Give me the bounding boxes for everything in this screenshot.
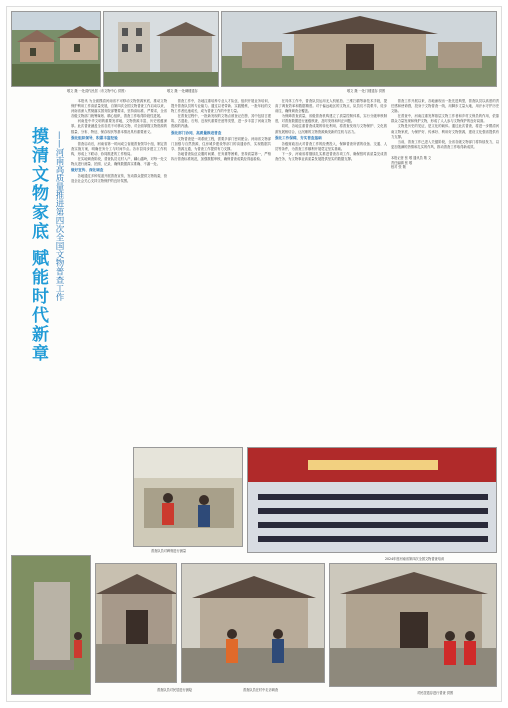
photo-team-measuring bbox=[133, 447, 243, 547]
byline-editor: 责任编辑 张 敬 bbox=[391, 160, 413, 165]
caption-photo3: 敬文 摄 一处门楼遗存 供图 bbox=[347, 89, 386, 93]
caption-photo7: 普查队员在村中走访调查 bbox=[243, 688, 279, 692]
text-column-2: 普查工作中，各地注重培养专业人才队伍，组织开展业务培训，提升普查队员的专业能力。通过以老带新、实践锻炼，一批年轻的文物工作者迅速成长，成为普查工作的中坚力量。 在普查过程中，一批新发现的文物点被登记在册，其中包括古建筑、古遗址、石刻、近现代重要史迹等类型，进一步丰富了河南文物资源的内涵。 强化部门协同，高质量推进普查 文物普查是一项系统工程，需要多部门密切配合。河南省文物部门加强与自然资源、住房城乡建设等部门的沟通协作，实现数据共享、资源互通，为普查工作提供有力支撑。 各地普查队伍克服时间紧、任务重等困难，坚持质量第一，严格执行普查标准规范，加强数据审核，确保普查成果经得起检验。 bbox=[171, 99, 271, 162]
caption-photo2: 敬文 摄 一处碉楼遗存 bbox=[167, 89, 198, 93]
section-heading-4: 强化工作保障，夯实普查基础 bbox=[275, 135, 322, 140]
photo-gate bbox=[221, 11, 497, 87]
page-subtitle: ——河南高质量推进第四次全国文物普查工作 bbox=[54, 131, 64, 301]
photo-training-meeting bbox=[247, 447, 497, 553]
title-block bbox=[21, 127, 67, 377]
text-column-1: 本报讯 为全面摸清河南省不可移动文物资源家底，推动文物保护利用工作高质量发展，自第四次全国文物普查工作启动以来，河南省深入贯彻落实国务院部署要求，坚持高标准、严要求，全省各级文物部门统筹谋划、精心组织，普查工作取得阶段性进展。 河南是中华文明的重要发祥地，文物资源丰富，历史底蕴深厚。此次普查涵盖全省各类不可移动文物，对全面掌握文物资源的数量、分布、特征、保存现状等基本情况具有重要意义。 强化组织领导，积累丰富经验 普查启动后，河南省第一时间成立省级普查领导小组，制定普查实施方案，明确任务分工与时间节点。各市县同步建立工作机构，形成上下联动、协同推进的工作格局。 在实地调查阶段，普查队员走村入户，翻山越岭，对每一处文物点进行测量、拍照、记录，确保数据真实准确、不漏一处。 做好宣传、深化调查 各地通过多种渠道开展普查宣传，发动群众提供文物线索，营造全社会关心支持文物保护的良好氛围。 bbox=[71, 99, 167, 184]
photo-village-houses bbox=[11, 11, 101, 87]
photo-house-survey bbox=[329, 563, 497, 687]
caption-photo8: 对民居遗存进行普查 供图 bbox=[417, 691, 454, 695]
photo-village-visit bbox=[181, 563, 325, 683]
text-column-4: 普查工作开展以来，各地涌现出一批先进典型，普查队员以高度的责任感和使命感，投身于文物普查一线，用脚步丈量大地，用汗水守护历史文脉。 在普查中，河南注重发挥基层文物工作者和乡村文保员的作用，依靠群众力量发现和保护文物，形成了人人参与文物保护的良好局面。 文物是历史的见证，是文化的载体。通过此次普查，将进一步摸清河南文物家底，为保护好、传承好、利用好文物资源，建设文化强省提供有力支撑。 当前，普查工作已进入关键阶段，全省各级文物部门将持续发力，以更加饱满的热情和扎实的作风，推动普查工作取得新成效。 本报记者 张 敬 通讯员 敬 文 责任编辑 张 敬 校对 张 敬 bbox=[391, 99, 499, 170]
section-heading-2: 做好宣传、深化调查 bbox=[71, 168, 104, 173]
newspaper-page bbox=[6, 6, 502, 702]
byline-authors: 本报记者 张 敬 通讯员 敬 文 bbox=[391, 155, 432, 160]
section-heading-3: 强化部门协同，高质量推进普查 bbox=[171, 130, 222, 135]
caption-photo5: 2024年度河南省第四次全国文物普查培训 bbox=[385, 557, 445, 561]
section-heading-1: 强化组织领导，积累丰富经验 bbox=[71, 135, 118, 140]
photo-stele bbox=[11, 555, 91, 695]
caption-photo6: 普查队员对民居进行测绘 bbox=[157, 688, 193, 692]
text-column-3: 在具体工作中，普查队员运用无人机航拍、三维扫描等新技术手段，提高了调查效率和数据精度。对于偏远地区的文物点，队员们不畏艰辛，徒步前往，确保调查全覆盖。 为保障普查质量，省级普查机构建立了质量控制体系，实行分级审核制度，对普查数据进行逐级核查，及时发现和纠正问题。 同时，各地注重普查成果的转化利用，将普查发现与文物保护、文化旅游发展相结合，让沉睡的文物资源焕发新的生机与活力。 强化工作保障，夯实普查基础 各级财政加大对普查工作的经费投入，保障普查所需的设备、交通、人员等条件，为普查工作顺利开展奠定坚实基础。 下一步，河南省将继续扎实推进普查各项工作，确保按时高质量完成普查任务，为文物事业高质量发展提供坚实的数据支撑。 bbox=[275, 99, 387, 162]
caption-photo1: 敬文 摄 一处清代民居（市文物中心 供图） bbox=[67, 89, 128, 93]
photo-courtyard bbox=[95, 563, 177, 683]
caption-photo4: 普查队员对碑刻进行测量 bbox=[151, 549, 187, 553]
page-title: 摸清文物家底 赋能时代新章 bbox=[28, 127, 48, 363]
byline-proof: 校对 张 敬 bbox=[391, 165, 406, 170]
photo-tower bbox=[103, 11, 219, 87]
